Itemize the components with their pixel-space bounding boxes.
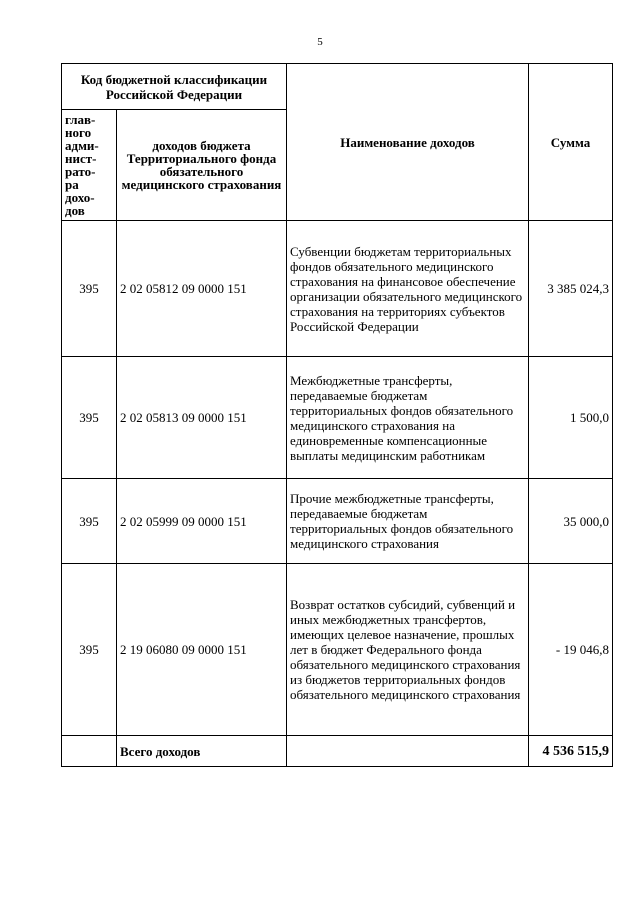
- income-name-cell: Прочие межбюджетные трансферты, передаваемые бюджетам территориальных фондов обязательного медицинского страхования: [287, 479, 529, 564]
- header-amount: Сумма: [529, 64, 613, 221]
- income-name-cell: Субвенции бюджетам территориальных фондов обязательного медицинского страхования на финансовое обеспечение организации обязательного медицинского страхования на территориях субъектов Российской Федерации: [287, 221, 529, 357]
- table-row: [62, 479, 613, 564]
- table-row: [62, 221, 613, 357]
- total-amount: 4 536 515,9: [529, 736, 613, 767]
- total-empty-cell: [287, 736, 529, 767]
- admin-code-cell: 395: [62, 479, 117, 564]
- admin-code-cell: 395: [62, 221, 117, 357]
- income-name-cell: Возврат остатков субсидий, субвенций и иных межбюджетных трансфертов, имеющих целевое назначение, прошлых лет в бюджет Федерального фонда обязательного медицинского страхования из бюджетов территориальных фондов обязательного медицинского страхования: [287, 564, 529, 736]
- total-empty-cell: [62, 736, 117, 767]
- amount-cell: 1 500,0: [529, 357, 613, 479]
- header-budget-classification: Код бюджетной классификации Российской Федерации: [62, 64, 287, 110]
- classification-code-cell: 2 19 06080 09 0000 151: [117, 564, 287, 736]
- total-row: [62, 736, 613, 767]
- classification-code-cell: 2 02 05812 09 0000 151: [117, 221, 287, 357]
- classification-code-cell: 2 02 05999 09 0000 151: [117, 479, 287, 564]
- header-chief-administrator: глав- ного адми- нист- рато- ра дохо- дов: [62, 110, 117, 221]
- header-fund-income-code: доходов бюджета Территориального фонда обязательного медицинского страхования: [117, 110, 287, 221]
- classification-code-cell: 2 02 05813 09 0000 151: [117, 357, 287, 479]
- amount-cell: 35 000,0: [529, 479, 613, 564]
- admin-code-cell: 395: [62, 357, 117, 479]
- amount-cell: 3 385 024,3: [529, 221, 613, 357]
- total-label: Всего доходов: [117, 736, 287, 767]
- table-row: [62, 564, 613, 736]
- header-income-name: Наименование доходов: [287, 64, 529, 221]
- page-number: 5: [317, 36, 323, 48]
- admin-code-cell: 395: [62, 564, 117, 736]
- budget-income-table: [61, 63, 613, 767]
- amount-cell: - 19 046,8: [529, 564, 613, 736]
- table-row: [62, 357, 613, 479]
- income-name-cell: Межбюджетные трансферты, передаваемые бюджетам территориальных фондов обязательного медицинского страхования на единовременные компенсационные выплаты медицинским работникам: [287, 357, 529, 479]
